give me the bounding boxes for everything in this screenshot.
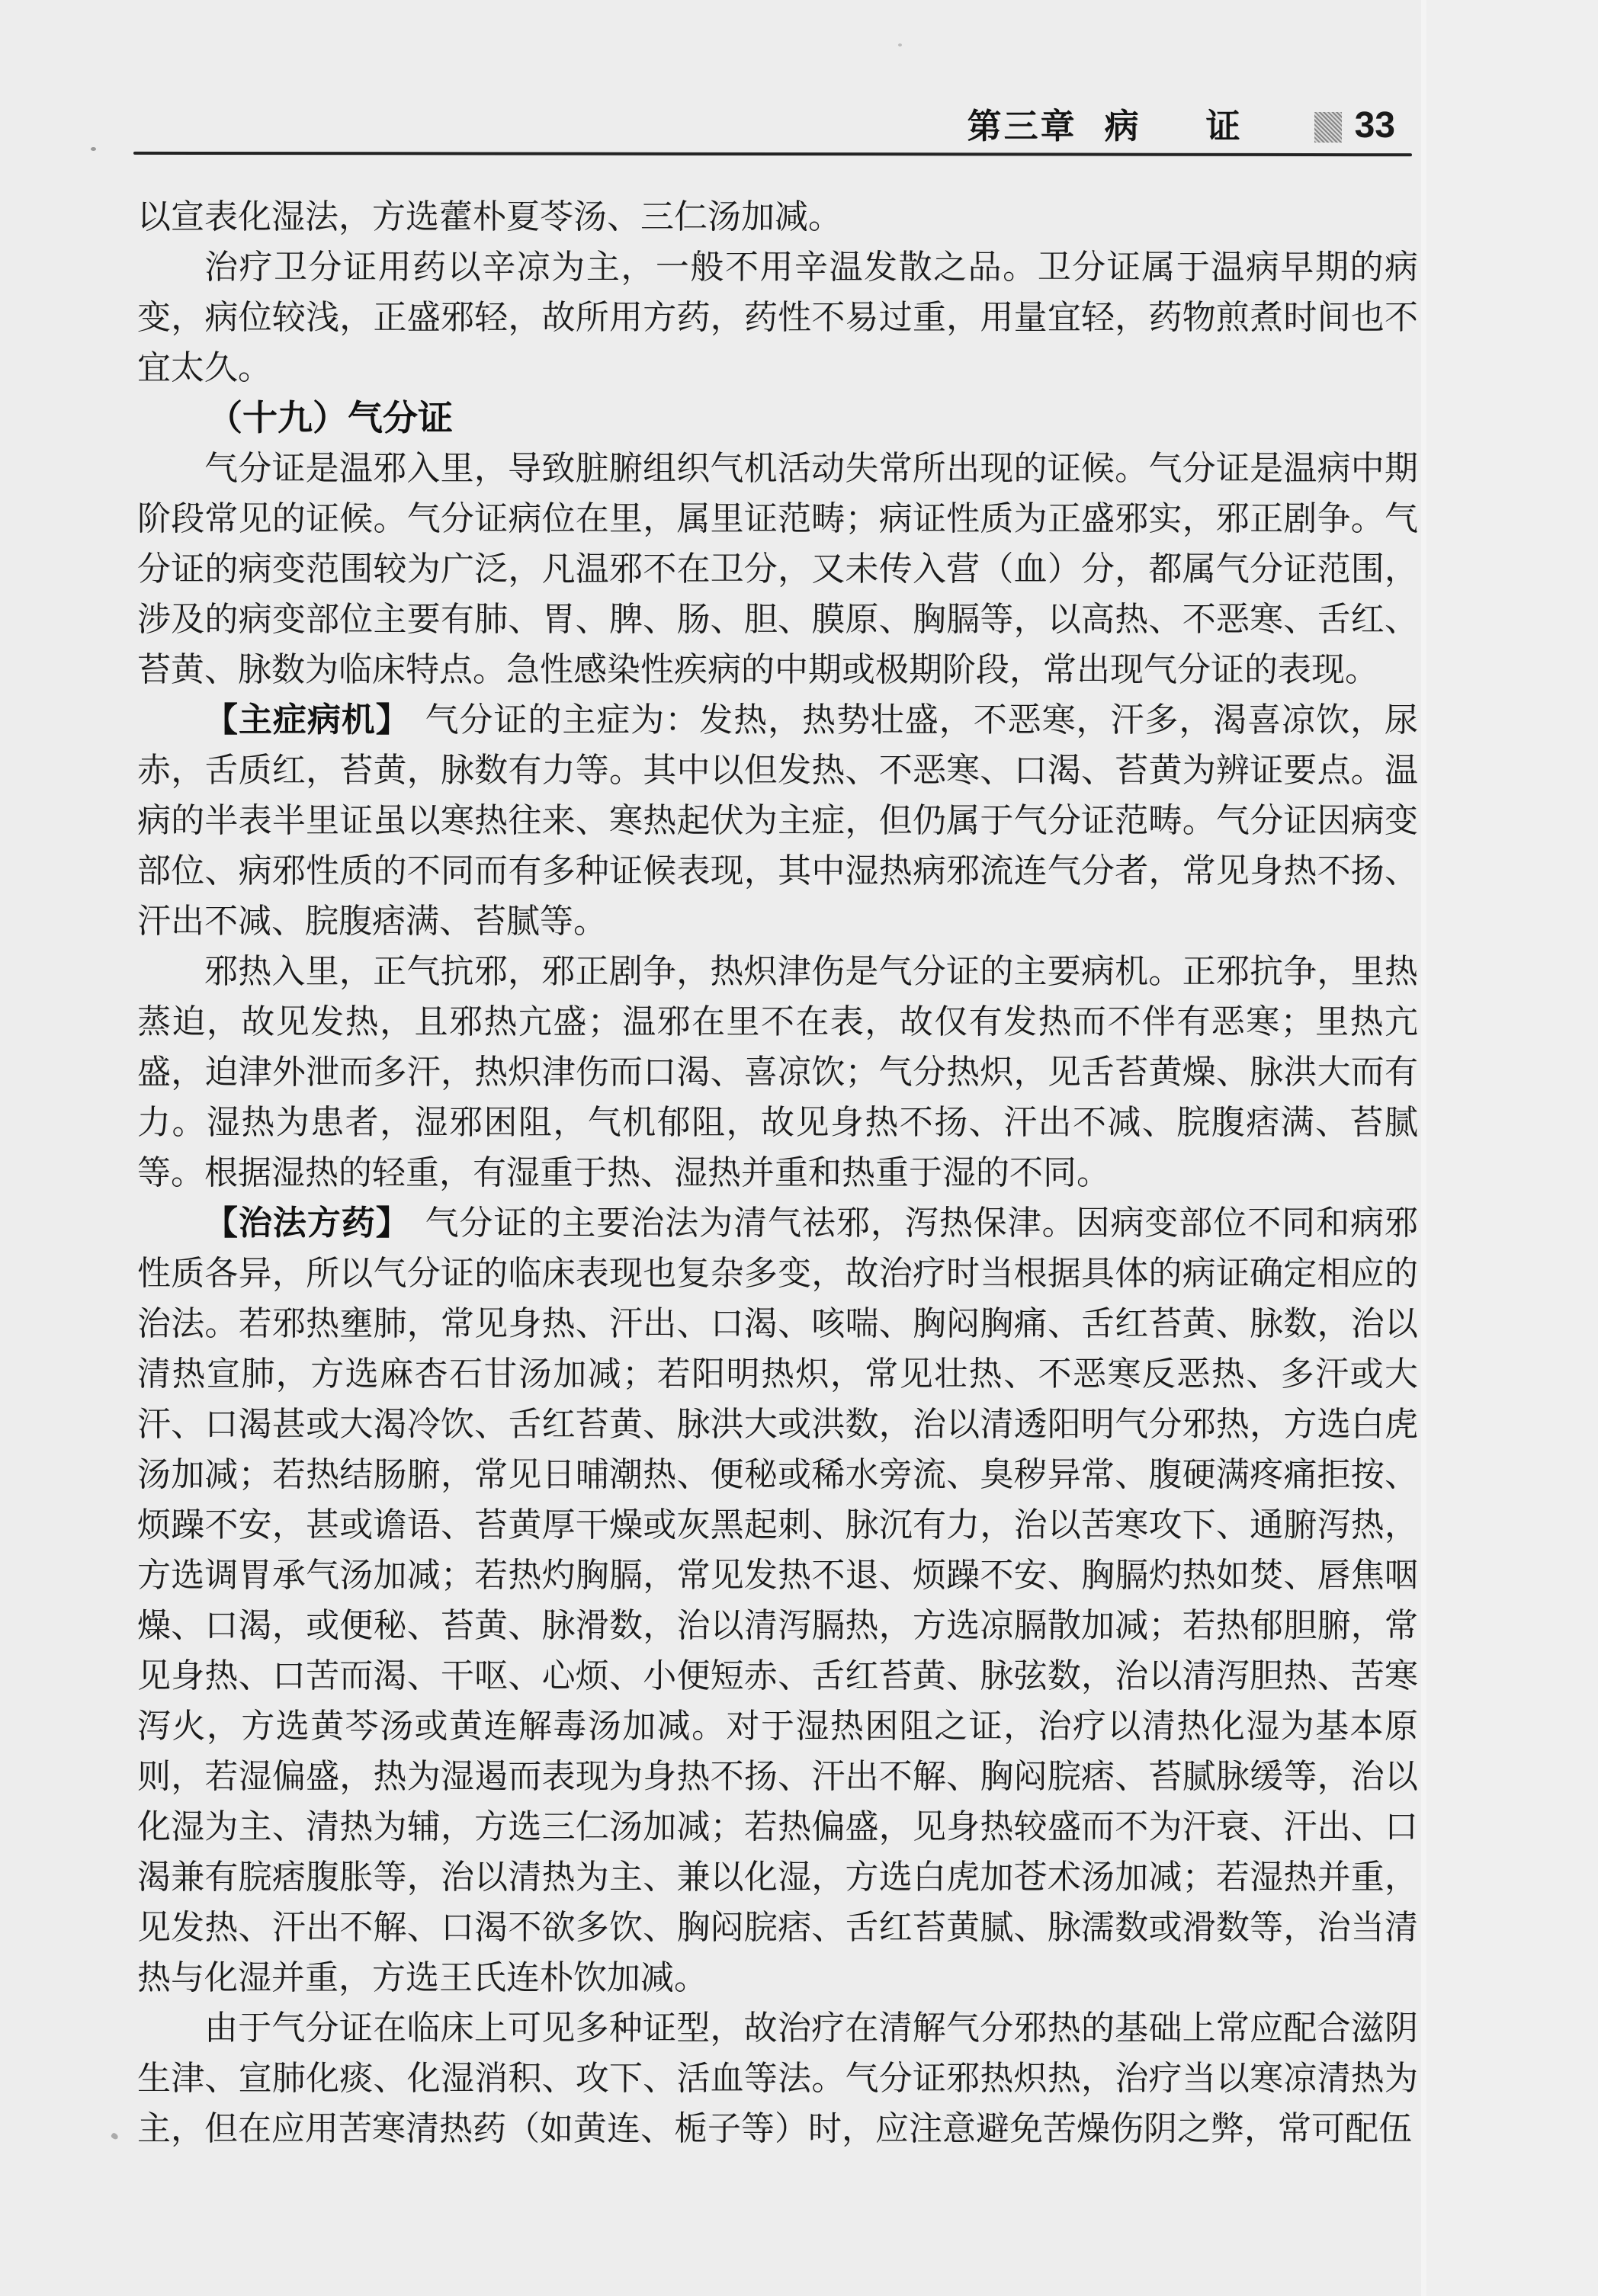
paragraph: 由于气分证在临床上可见多种证型，故治疗在清解气分邪热的基础上常应配合滋阴生津、宣肺化痰、化湿消积、攻下、活血等法。气分证邪热炽热，治疗当以寒凉清热为主，但在应用苦寒清热药（如黄连、栀子等）时，应注意避免苦燥伤阴之弊，常可配伍 xyxy=(137,2009,1418,2147)
paragraph-continuation: 以宣表化湿法，方选藿朴夏苓汤、三仁汤加减。 xyxy=(137,198,842,236)
header-gap xyxy=(1342,143,1355,144)
page-edge-seam xyxy=(1421,0,1426,2296)
section-heading: （十九）气分证 xyxy=(207,399,453,438)
subsection-label: 【主症病机】 xyxy=(204,701,410,739)
header-gap xyxy=(1077,143,1105,144)
page-edge-shadow xyxy=(1426,0,1598,2296)
paragraph-text: 气分证的主要治法为清气祛邪，泻热保津。因病变部位不同和病邪性质各异，所以气分证的临床表现也复杂多变，故治疗时当根据具体的病证确定相应的治法。若邪热壅肺，常见身热、汗出、口渴、咳喘、胸闷胸痛、舌红苔黄、脉数，治以清热宣肺，方选麻杏石甘汤加减；若阳明热炽，常见壮热、不恶寒反恶热、多汗或大汗、口渴甚或大渴冷饮、舌红苔黄、脉洪大或洪数，治以清透阳明气分邪热，方选白虎汤加减；若热结肠腑，常见日晡潮热、便秘或稀水旁流、臭秽异常、腹硬满疼痛拒按、烦躁不安，甚或谵语、苔黄厚干燥或灰黑起刺、脉沉有力，治以苦寒攻下、通腑泻热，方选调胃承气汤加减；若热灼胸膈，常见发热不退、烦躁不安、胸膈灼热如焚、唇焦咽燥、口渴，或便秘、苔黄、脉滑数，治以清泻膈热，方选凉膈散加减；若热郁胆腑，常见身热、口苦而渴、干呕、心烦、小便短赤、舌红苔黄、脉弦数，治以清泻胆热、苦寒泻火，方选黄芩汤或黄连解毒汤加减。对于湿热困阻之证，治疗以清热化湿为基本原则，若湿偏盛，热为湿遏而表现为身热不扬、汗出不解、胸闷脘痞、苔腻脉缓等，治以化湿为主、清热为辅，方选三仁汤加减；若热偏盛，见身热较盛而不为汗衰、汗出、口渴兼有脘痞腹胀等，治以清热为主、兼以化湿，方选白虎加苍术汤加减；若湿热并重，见发热、汗出不解、口渴不欲多饮、胸闷脘痞、舌红苔黄腻、脉濡数或滑数等，治当清热与化湿并重，方选王氏连朴饮加减。 xyxy=(137,1204,1419,1996)
paragraph: 治疗卫分证用药以辛凉为主，一般不用辛温发散之品。卫分证属于温病早期的病变，病位较浅，正盛邪轻，故所用方药，药性不易过重，用量宜轻，药物煎煮时间也不宜太久。 xyxy=(137,249,1418,386)
header-rule xyxy=(133,152,1412,156)
halftone-square-icon xyxy=(1314,112,1342,143)
page-header xyxy=(137,107,1412,144)
body-text xyxy=(137,192,1418,2154)
chapter-title-word-1: 病 xyxy=(1104,107,1139,146)
scan-artifact xyxy=(91,147,96,151)
paragraph-treatment xyxy=(137,1198,1418,2003)
page-number: 33 xyxy=(1354,105,1395,146)
paragraph: 气分证是温邪入里，导致脏腑组织气机活动失常所出现的证候。气分证是温病中期阶段常见的证候。气分证病位在里，属里证范畴；病证性质为正盛邪实，邪正剧争。气分证的病变范围较为广泛，凡温邪不在卫分，又未传入营（血）分，都属气分证范围，涉及的病变部位主要有肺、胃、脾、肠、胆、膜原、胸膈等，以高热、不恶寒、舌红、苔黄、脉数为临床特点。急性感染性疾病的中期或极期阶段，常出现气分证的表现。 xyxy=(137,450,1418,688)
header-gap xyxy=(1240,143,1314,144)
subsection-label: 【治法方药】 xyxy=(204,1204,410,1242)
scan-artifact xyxy=(898,43,902,46)
chapter-label: 第三章 xyxy=(967,107,1077,146)
chapter-title-word-2: 证 xyxy=(1205,107,1240,146)
scan-artifact xyxy=(111,2132,119,2140)
paragraph-text: 气分证的主症为：发热，热势壮盛，不恶寒，汗多，渴喜凉饮，尿赤，舌质红，苔黄，脉数有力等。其中以但发热、不恶寒、口渴、苔黄为辨证要点。温病的半表半里证虽以寒热往来、寒热起伏为主症，但仍属于气分证范畴。气分证因病变部位、病邪性质的不同而有多种证候表现，其中湿热病邪流连气分者，常见身热不扬、汗出不减、脘腹痞满、苔腻等。 xyxy=(137,701,1419,940)
paragraph-main-symptoms xyxy=(137,695,1418,947)
paragraph: 邪热入里，正气抗邪，邪正剧争，热炽津伤是气分证的主要病机。正邪抗争，里热蒸迫，故见发热，且邪热亢盛；温邪在里不在表，故仅有发热而不伴有恶寒；里热亢盛，迫津外泄而多汗，热炽津伤而口渴、喜凉饮；气分热炽，见舌苔黄燥、脉洪大而有力。湿热为患者，湿邪困阻，气机郁阻，故见身热不扬、汗出不减、脘腹痞满、苔腻等。根据湿热的轻重，有湿重于热、湿热并重和热重于湿的不同。 xyxy=(137,953,1418,1191)
header-gap xyxy=(1139,143,1206,144)
